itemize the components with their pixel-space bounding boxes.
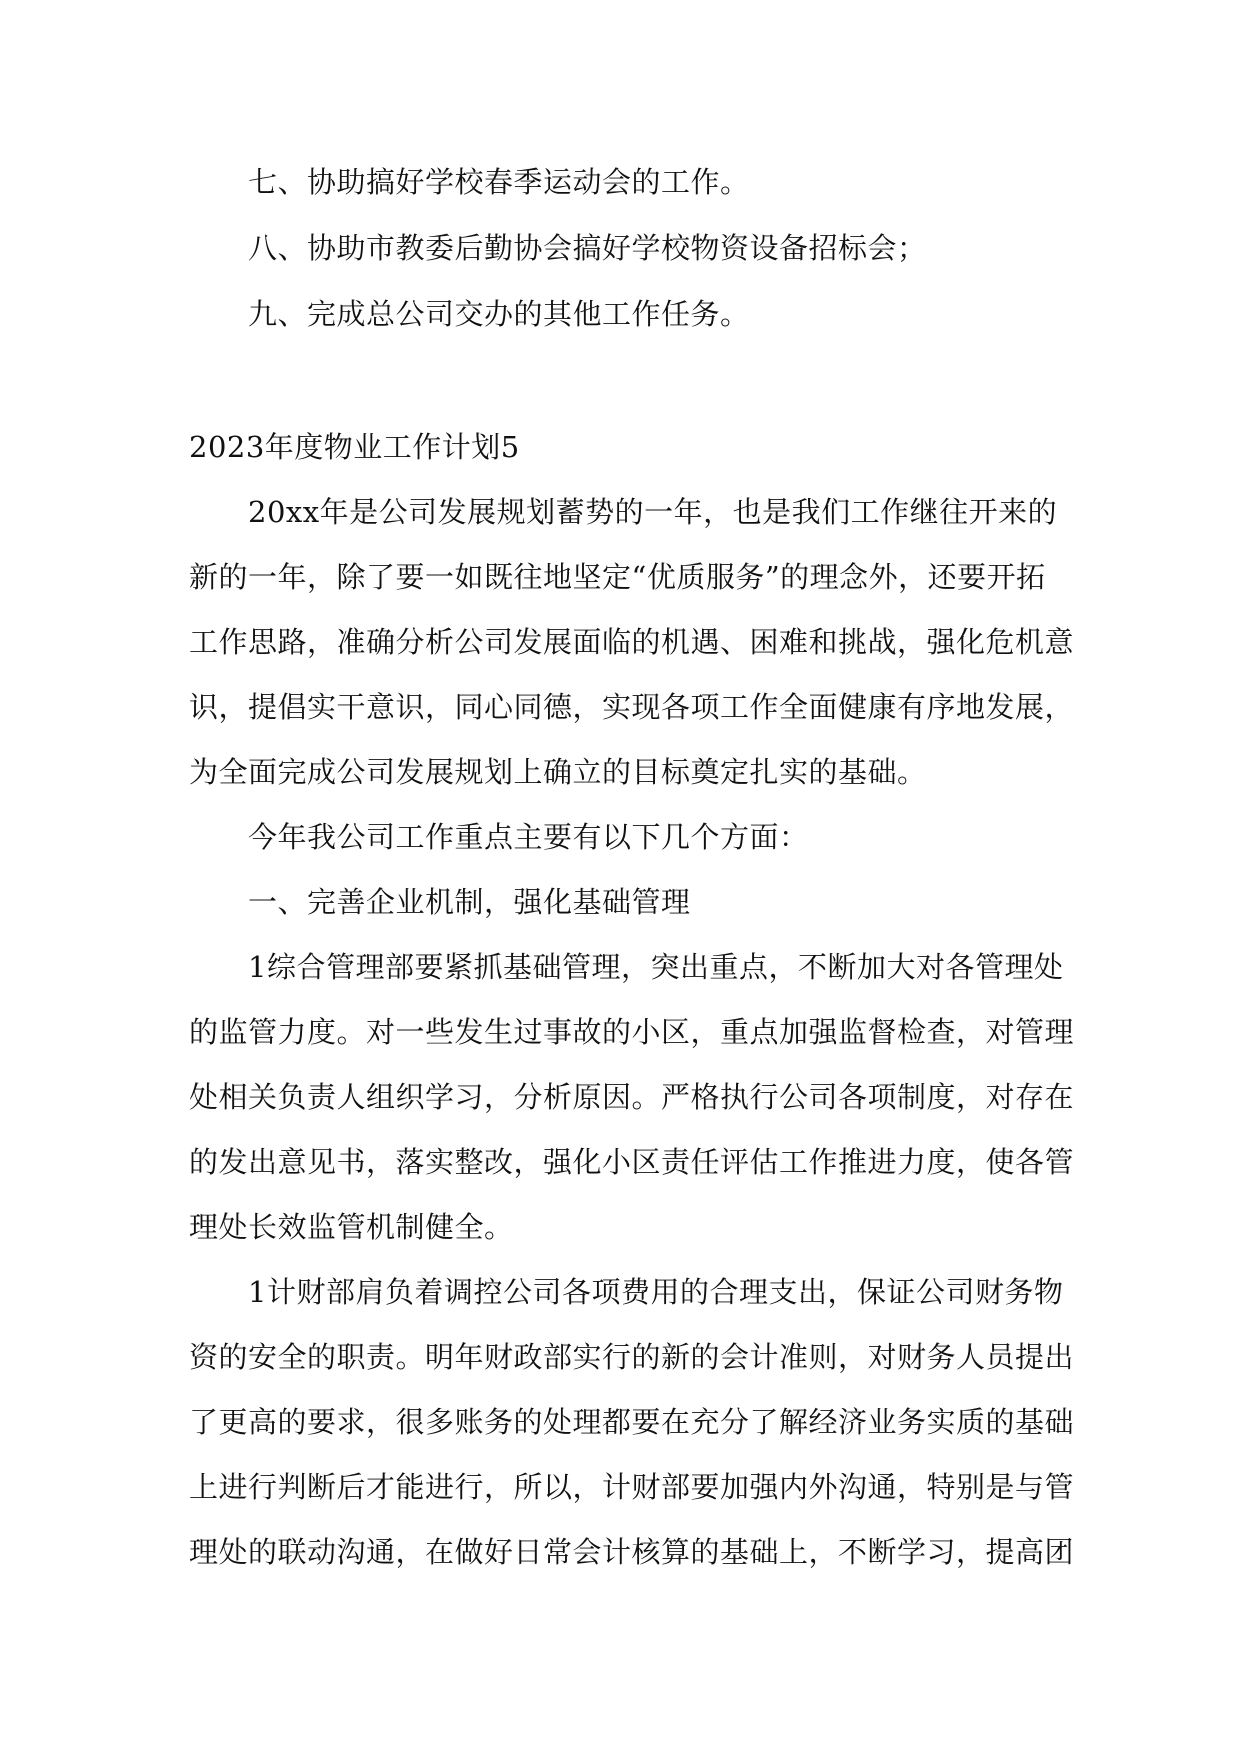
intro-paragraph-line: 工作思路，准确分析公司发展面临的机遇、困难和挑战，强化危机意 bbox=[189, 625, 1075, 659]
paragraph-two-line: 1计财部肩负着调控公司各项费用的合理支出，保证公司财务物 bbox=[248, 1275, 1064, 1309]
intro-paragraph-line: 识，提倡实干意识，同心同德，实现各项工作全面健康有序地发展， bbox=[189, 690, 1075, 724]
list-item-eight: 八、协助市教委后勤协会搞好学校物资设备招标会； bbox=[248, 231, 927, 265]
paragraph-two-line: 上进行判断后才能进行，所以，计财部要加强内外沟通，特别是与管 bbox=[189, 1470, 1075, 1504]
section-title: 2023年度物业工作计划5 bbox=[189, 430, 520, 464]
paragraph-two-line: 理处的联动沟通，在做好日常会计核算的基础上，不断学习，提高团 bbox=[189, 1535, 1075, 1569]
intro-paragraph-line: 20xx年是公司发展规划蓄势的一年，也是我们工作继往开来的 bbox=[248, 495, 1058, 529]
paragraph-one-line: 理处长效监管机制健全。 bbox=[189, 1210, 514, 1244]
intro-paragraph-line: 新的一年，除了要一如既往地坚定“优质服务”的理念外，还要开拓 bbox=[189, 560, 1046, 594]
heading-one: 一、完善企业机制，强化基础管理 bbox=[248, 885, 691, 919]
paragraph-one-line: 的监管力度。对一些发生过事故的小区，重点加强监督检查，对管理 bbox=[189, 1015, 1075, 1049]
paragraph-one-line: 的发出意见书，落实整改，强化小区责任评估工作推进力度，使各管 bbox=[189, 1145, 1075, 1179]
list-item-nine: 九、完成总公司交办的其他工作任务。 bbox=[248, 297, 750, 331]
paragraph-one-line: 处相关负责人组织学习，分析原因。严格执行公司各项制度，对存在 bbox=[189, 1080, 1075, 1114]
focus-intro: 今年我公司工作重点主要有以下几个方面： bbox=[248, 820, 809, 854]
intro-paragraph-line: 为全面完成公司发展规划上确立的目标奠定扎实的基础。 bbox=[189, 755, 927, 789]
paragraph-one-line: 1综合管理部要紧抓基础管理，突出重点，不断加大对各管理处 bbox=[248, 950, 1064, 984]
paragraph-two-line: 了更高的要求，很多账务的处理都要在充分了解经济业务实质的基础 bbox=[189, 1405, 1075, 1439]
paragraph-two-line: 资的安全的职责。明年财政部实行的新的会计准则，对财务人员提出 bbox=[189, 1340, 1075, 1374]
list-item-seven: 七、协助搞好学校春季运动会的工作。 bbox=[248, 165, 750, 199]
